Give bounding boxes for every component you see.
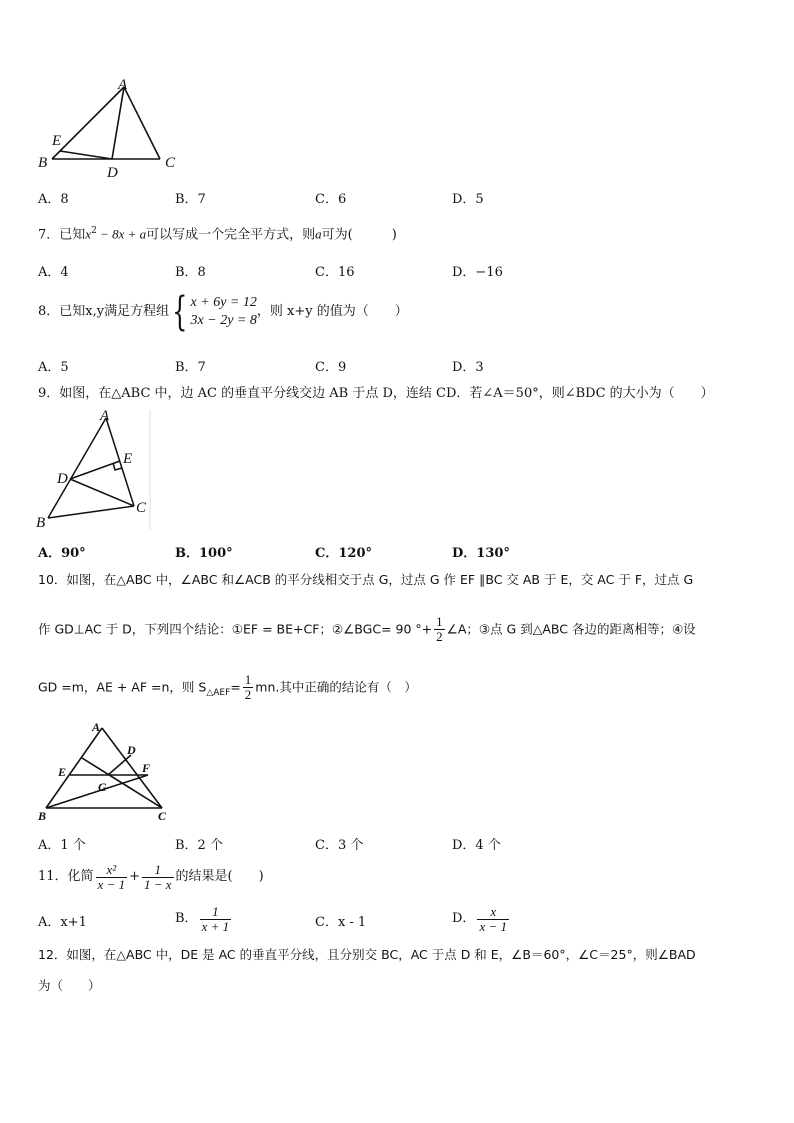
system-brace-icon: { xyxy=(172,289,188,335)
fraction-numerator: 1 xyxy=(142,863,174,878)
point-label-g: G xyxy=(98,780,107,794)
point-label-a: A xyxy=(92,720,101,734)
point-label-d: D xyxy=(127,743,136,757)
q11-option-c[interactable]: C．x - 1 xyxy=(315,915,367,930)
q6-option-a[interactable]: A．8 xyxy=(38,192,69,207)
q8-prefix: 8．已知x,y满足方程组 xyxy=(38,304,170,319)
q8-option-b[interactable]: B．7 xyxy=(175,360,206,375)
q7-expr-x: x xyxy=(85,226,92,242)
fraction-numerator: 1 xyxy=(244,672,252,687)
fraction-denominator: x − 1 xyxy=(479,918,507,934)
q10-area-subscript: △AEF xyxy=(206,688,231,698)
option-label: B． xyxy=(175,911,198,926)
q10-fraction-half xyxy=(434,615,445,644)
fraction-numerator: 1 xyxy=(436,614,443,629)
fraction-denominator: x − 1 xyxy=(97,876,126,892)
q10-option-a[interactable]: A．1 个 xyxy=(38,838,86,853)
point-label-e: E xyxy=(58,765,67,779)
q10-stem-line-3 xyxy=(38,673,417,702)
q8-option-a[interactable]: A．5 xyxy=(38,360,69,375)
option-label: D． xyxy=(452,911,476,926)
q8-option-d[interactable]: D．3 xyxy=(452,360,484,375)
q10-line2-part-a: 作 GD⊥AC 于 D，下列四个结论：①EF = BE+CF；②∠BGC= 90 °+ xyxy=(38,621,433,637)
q7-suffix: 可为( ) xyxy=(321,227,397,243)
q11-suffix: 的结果是( ) xyxy=(175,869,264,884)
q8-suffix: ，则 x+y 的值为（ ） xyxy=(256,304,408,319)
q10-line3-part-a: GD =m，AE + AF =n，则 S xyxy=(38,679,207,695)
triangle-figure-q6 xyxy=(34,75,184,183)
q10-stem-line-2 xyxy=(38,615,696,644)
q11-option-b[interactable] xyxy=(175,902,233,937)
fraction-numerator: x xyxy=(477,905,509,920)
q10-line2-part-b: ∠A；③点 G 到△ABC 各边的距离相等；④设 xyxy=(446,621,696,637)
fraction-numerator: 1 xyxy=(200,905,232,920)
q8-equation-1: x + 6y = 12 xyxy=(190,295,257,310)
point-label-b: B xyxy=(36,515,46,531)
q11-prefix: 11．化简 xyxy=(38,869,94,884)
point-label-d: D xyxy=(57,471,68,487)
q6-option-c[interactable]: C．6 xyxy=(315,192,347,207)
fraction-denominator: 2 xyxy=(436,629,443,644)
q11-option-b-fraction xyxy=(200,905,232,934)
fraction-denominator: 2 xyxy=(244,687,252,702)
q8-stem xyxy=(38,289,408,335)
fraction-numerator: x² xyxy=(96,863,128,878)
point-label-a: A xyxy=(118,77,128,93)
q11-plus: + xyxy=(129,869,140,884)
point-label-d: D xyxy=(107,165,118,181)
point-label-b: B xyxy=(38,155,48,171)
q11-option-d[interactable] xyxy=(452,902,511,937)
q12-stem-line-2: 为（ ） xyxy=(38,978,101,993)
fraction-denominator: x + 1 xyxy=(201,918,230,934)
q8-system xyxy=(191,294,257,330)
point-label-e: E xyxy=(123,451,133,467)
q7-expr-rest: − 8x + a xyxy=(96,226,147,242)
q7-prefix: 7．已知 xyxy=(38,227,86,243)
point-label-c: C xyxy=(158,809,167,823)
q9-option-c[interactable]: C．120° xyxy=(315,546,372,561)
q7-option-c[interactable]: C．16 xyxy=(315,265,355,280)
q11-fraction-2 xyxy=(142,863,174,892)
triangle-figure-q9 xyxy=(34,406,154,531)
q10-line3-part-b: mn.其中正确的结论有（ ） xyxy=(255,679,417,695)
q12-stem-line-1: 12．如图，在△ABC 中，DE 是 AC 的垂直平分线，且分别交 BC，AC 于点 D 和 E，∠B＝60°，∠C＝25°，则∠BAD xyxy=(38,947,696,962)
q11-option-a[interactable]: A．x+1 xyxy=(38,915,87,930)
q9-option-b[interactable]: B．100° xyxy=(175,546,233,561)
q9-stem: 9．如图，在△ABC 中，边 AC 的垂直平分线交边 AB 于点 D，连结 CD．若∠A＝50°，则∠BDC 的大小为（ ） xyxy=(38,386,714,401)
q7-stem xyxy=(38,222,397,244)
q11-fraction-1 xyxy=(96,863,128,892)
q7-option-d[interactable]: D．−16 xyxy=(452,265,503,280)
point-label-f: F xyxy=(142,761,151,775)
q6-option-d[interactable]: D．5 xyxy=(452,192,484,207)
q7-expr-sup: 2 xyxy=(91,226,97,236)
q10-fraction-half-2 xyxy=(243,673,254,702)
q7-mid: 可以写成一个完全平方式，则 xyxy=(146,227,316,243)
q9-option-d[interactable]: D．130° xyxy=(452,546,510,561)
q11-stem xyxy=(38,859,264,896)
q10-option-b[interactable]: B．2 个 xyxy=(175,838,223,853)
point-label-b: B xyxy=(38,809,47,823)
q6-option-b[interactable]: B．7 xyxy=(175,192,206,207)
q10-equals: = xyxy=(230,679,241,695)
point-label-c: C xyxy=(165,155,176,171)
q10-stem-line-1: 10．如图，在△ABC 中，∠ABC 和∠ACB 的平分线相交于点 G，过点 G 作 EF ∥BC 交 AB 于 E，交 AC 于 F，过点 G xyxy=(38,572,694,587)
q8-equation-2: 3x − 2y = 8 xyxy=(190,313,257,328)
q9-option-a[interactable]: A．90° xyxy=(38,546,86,561)
q7-option-a[interactable]: A．4 xyxy=(38,265,69,280)
fraction-denominator: 1 − x xyxy=(144,876,172,892)
q10-option-c[interactable]: C．3 个 xyxy=(315,838,364,853)
q11-option-d-fraction xyxy=(477,905,509,934)
q7-var: a xyxy=(315,226,322,242)
q8-option-c[interactable]: C．9 xyxy=(315,360,347,375)
q7-option-b[interactable]: B．8 xyxy=(175,265,206,280)
triangle-figure-q10 xyxy=(34,716,184,824)
point-label-e: E xyxy=(52,133,62,149)
point-label-a: A xyxy=(100,408,110,424)
q10-option-d[interactable]: D．4 个 xyxy=(452,838,501,853)
point-label-c: C xyxy=(136,500,147,516)
